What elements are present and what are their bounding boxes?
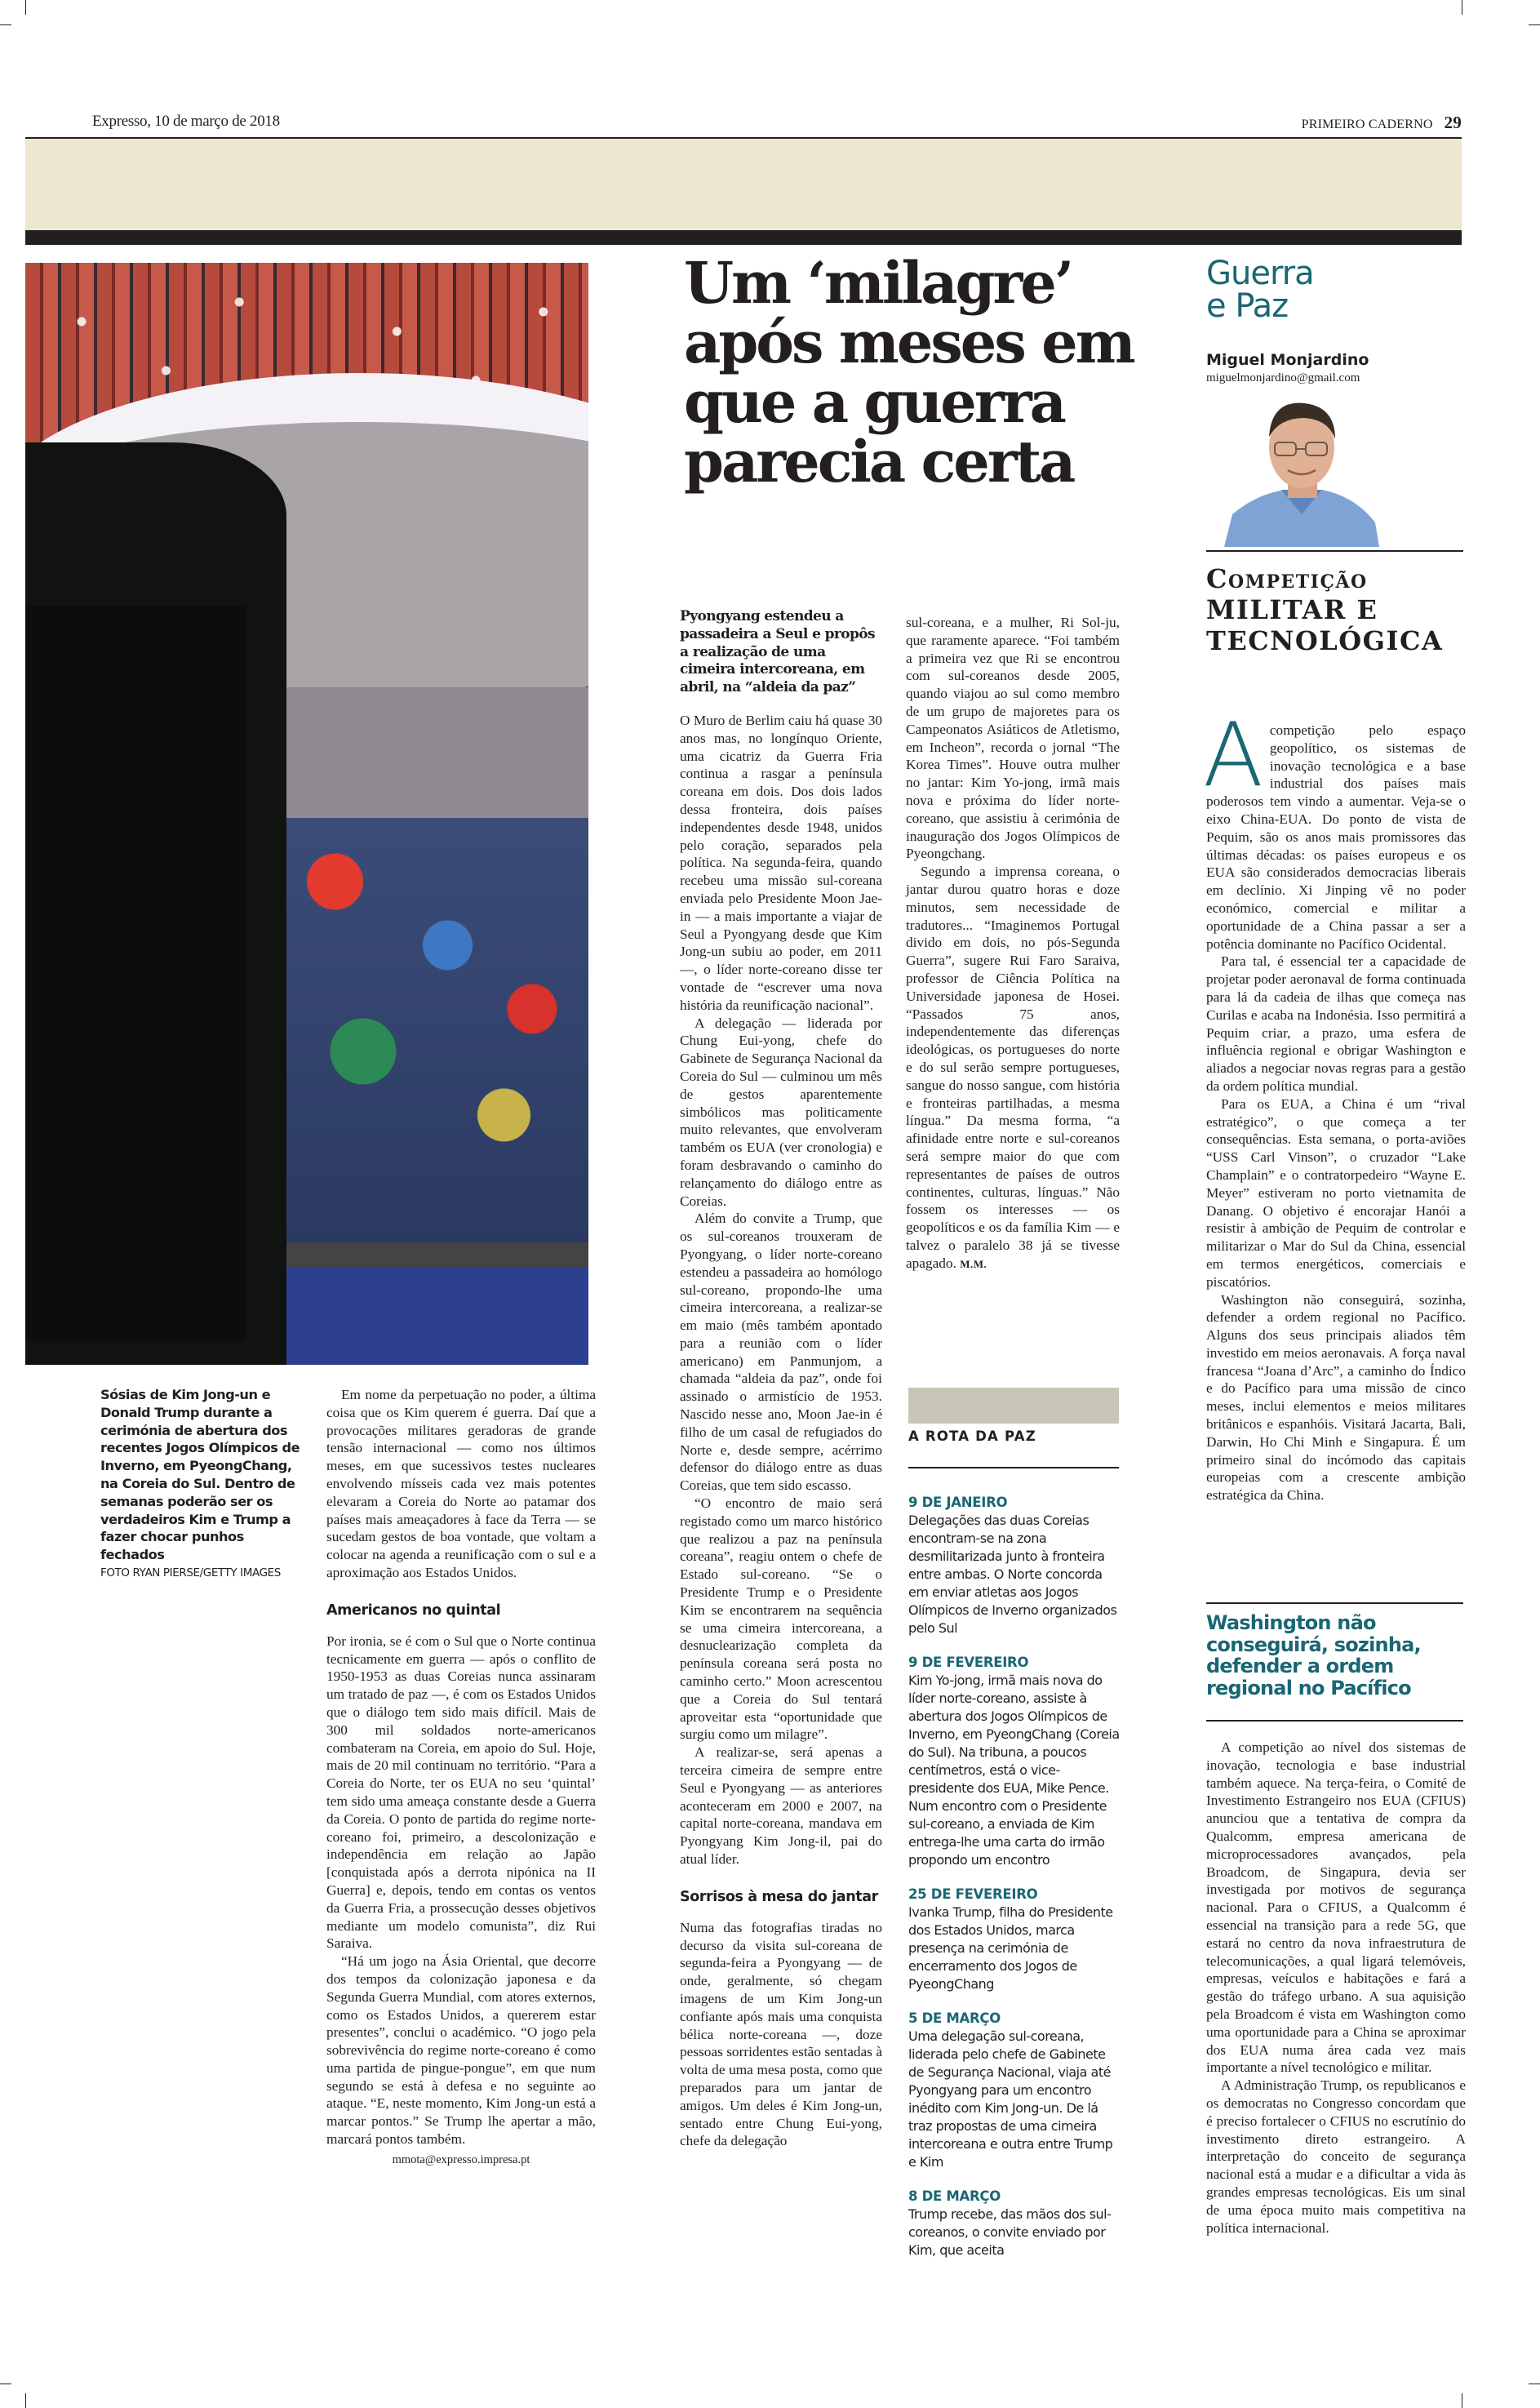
columnist-portrait-icon <box>1224 392 1379 547</box>
timeline-item <box>908 1654 1122 1869</box>
crop-mark <box>25 0 26 15</box>
paragraph <box>1203 704 1466 953</box>
column-section-title <box>1206 255 1314 325</box>
photo-silhouette-shadow <box>25 606 246 1340</box>
timeline-date: 8 DE MARÇO <box>908 2188 1001 2204</box>
section-title-line: e Paz <box>1206 287 1289 325</box>
timeline-header-box <box>908 1388 1119 1424</box>
column-body <box>1203 704 1466 1504</box>
paragraph: Para os EUA, a China é um “rival estratégico”, o que começa a ter consequências. Esta semana, o porta-aviões “USS Carl Vinson”, o cruzador “Lake Champlain” e o contratorpedeiro “Wayne E. Meyer” estiveram no porto vietnamita de Danang. O objetivo é encorajar Hanói a resistir à ambição de Pequim de controlar e militarizar o Mar do Sul da China, essencial em termos energéticos, comerciais e piscatórios. <box>1206 1095 1466 1290</box>
timeline-text: Trump recebe, das mãos dos sul-coreanos, o convite enviado por Kim, que aceita <box>908 2206 1112 2258</box>
article-column-a <box>680 712 882 2150</box>
column-title-text: TECNOLÓGICA <box>1206 625 1444 656</box>
column-body-continued <box>1206 1739 1466 2237</box>
subheading: Americanos no quintal <box>326 1602 501 1619</box>
columnist-rule <box>1206 550 1463 552</box>
timeline-text: Uma delegação sul-coreana, liderada pelo chefe de Gabinete de Segurança Nacional, viaja até Pyongyang para um encontro inédito com Kim Jong-un. De lá traz propostas de uma cimeira intercoreana e outra entre Trump e Kim <box>908 2028 1113 2170</box>
paragraph <box>906 863 1120 1273</box>
section-divider-band <box>25 230 1462 245</box>
photo-banner <box>246 1267 588 1365</box>
paragraph: “O encontro de maio será registado como um marco histórico que realizou a paz na península coreana”, reagiu ontem o chefe de Estado sul-coreano. “Se o Presidente Trump e o Presidente Kim se encontrarem na sequência se uma cimeira intercoreana, a desnuclearização completa da península coreana será posta no caminho certo.” Moon acrescentou que a Coreia do Sul tentará aproveitar esta “oportunidade que surgiu como um milagre”. <box>680 1495 882 1743</box>
pullquote: Washington não conseguirá, sozinha, defender a ordem regional no Pacífico <box>1206 1611 1421 1699</box>
column-title-line <box>1206 563 1476 594</box>
page-header <box>92 113 1462 139</box>
author-email: mmota@expresso.impresa.pt <box>392 2153 530 2166</box>
article-deck: Pyongyang estendeu a passadeira a Seul e propôs a realização de uma cimeira intercoreana, em abril, na “aldeia da paz” <box>680 608 875 696</box>
paragraph-text: Segundo a imprensa coreana, o jantar durou quatro horas e doze minutos, sem necessidade de tradutores... “Imaginemos Portugal divido em dois, no pós-Segunda Guerra”, sugere Rui Faro Saraiva, professor de Ciência Política na Universidade japonesa de Hosei. “Passados 75 anos, independentemente das diferenças ideológicas, os portugueses do norte e do sul serão sempre portugueses, sangue do nosso sangue, com história e fronteiras partilhadas, a mesma língua.” Da mesma forma, “a afinidade entre norte e sul-coreanos será sempre maior do que com representantes de países de outros continentes, culturas, línguas.” Não fossem os interesses — os geopolíticos e os da família Kim — e talvez o paralelo 38 já se tivesse apagado. <box>906 864 1120 1271</box>
paragraph: Por ironia, se é com o Sul que o Norte continua tecnicamente em guerra — após o conflito de 1950-1953 as duas Coreias nunca assinaram um tratado de paz —, é com os Estados Unidos que o diálogo tem sido mais difícil. Mais de 300 mil soldados norte-americanos combateram na Coreia, em apoio do Sul. Hoje, mais de 20 mil continuam no território. “Para a Coreia do Norte, ter os EUA no seu ‘quintal’ tem sido uma ameaça constante desde a Guerra da Coreia. O ponto de partida do regime norte-coreano foi, primeiro, a descolonização e independência em relação ao Japão [conquistada após a derrota nipónica na II Guerra] e, depois, tendo em contas os ventos da Guerra Fria, a prossecução desses objetivos mediante um modelo comunista”, diz Rui Saraiva. <box>326 1633 596 1952</box>
paragraph: “Há um jogo na Ásia Oriental, que decorre dos tempos da colonização japonesa e da Segunda Guerra Mundial, com atores externos, como os Estados Unidos, a quererem estar presentes”, conclui o académico. “O jogo pela sobrevivência do regime norte-coreano é como uma partida de pingue-pongue”, em que num segundo se está à defesa e no seguinte ao ataque. “E, neste momento, Kim Jong-un está a marcar pontos.” Se Trump lhe apertar a mão, marcará pontos também. <box>326 1953 596 2148</box>
pullquote-rule-bottom <box>1206 1720 1463 1722</box>
timeline-title: A ROTA DA PAZ <box>908 1428 1036 1444</box>
drop-cap: A <box>1203 704 1263 806</box>
timeline-date: 9 DE JANEIRO <box>908 1495 1008 1510</box>
timeline-rule <box>908 1467 1119 1468</box>
section-title-line: Guerra <box>1206 255 1314 292</box>
columnist-name: Miguel Monjardino <box>1206 351 1369 369</box>
timeline-item <box>908 2010 1122 2171</box>
photo-caption <box>100 1386 304 1583</box>
paragraph: Para tal, é essencial ter a capacidade de projetar poder aeronaval de forma continuada para lá da cadeia de ilhas que começa nas Curilas e acaba na Indonésia. Isso permitirá a Pequim criar, a prazo, uma esfera de influência regional e obrigar Washington e aliados a negociar novas regras para a gestão da ordem política mundial. <box>1206 953 1466 1094</box>
publication-date: Expresso, 10 de março de 2018 <box>92 113 280 130</box>
author-initials: M.M. <box>960 1257 987 1270</box>
paragraph: Numa das fotografias tiradas no decurso da visita sul-coreana de segunda-feira a Pyongyang — de onde, geralmente, só chegam imagens de um Kim Jong-un confiante após mais uma conquista bélica norte-coreana —, doze pessoas sorridentes estão sentadas à volta de uma mesa posta, como que preparados para um jantar de amigos. Um deles é Kim Jong-un, sentado entre Chung Eui-yong, chefe da delegação <box>680 1919 882 2149</box>
timeline-item <box>908 1494 1122 1637</box>
caption-text: Sósias de Kim Jong-un e Donald Trump durante a cerimónia de abertura dos recentes Jogos Olímpicos de Inverno, em PyeongChang, na Coreia do Sul. Dentro de semanas poderão ser os verdadeiros Kim e Trump a fazer chocar punhos fechados <box>100 1387 300 1563</box>
column-title-line <box>1206 625 1476 656</box>
crop-mark <box>25 2393 26 2408</box>
timeline-text: Kim Yo-jong, irmã mais nova do líder norte-coreano, assiste à abertura dos Jogos Olímpicos de Inverno, em PyeongChang (Coreia do Sul). Na tribuna, a poucos centímetros, está o vice-presidente dos EUA, Mike Pence. Num encontro com o Presidente sul-coreano, a enviada de Kim entrega-lhe uma carta do irmão propondo um encontro <box>908 1673 1120 1868</box>
column-title-text: MILITAR E <box>1206 594 1378 625</box>
paragraph: O Muro de Berlim caiu há quase 30 anos mas, no longínquo Oriente, uma cicatriz da Guerra Fria continua a rasgar a península coreana em dois. Dos dois lados dessa fronteira, dois países independentes desde 1948, unidos pelo coração, separados pela política. Na segunda-feira, quando recebeu uma missão sul-coreana enviada pelo Presidente Moon Jae-in — a mais importante a viajar de Seul a Pyongyang desde que Kim Jong-un subiu ao poder, em 2011 —, o líder norte-coreano disse ter vontade de “escrever uma nova história da reunificação nacional”. <box>680 713 882 1013</box>
paragraph: Washington não conseguirá, sozinha, defender a ordem regional no Pacífico. Alguns dos seus principais aliados têm investido em meios aeronavais. A força naval francesa “Joana d’Arc”, a caminho do Índico e do Pacífico para uma missão de cinco meses, inclui elementos e meios militares britânicos e espanhóis. Visitará Jacarta, Bali, Darwin, Ho Chi Minh e Singapura. É um primeiro sinal do incómodo das capitais europeias com a crescente ambição estratégica da China. <box>1206 1291 1466 1504</box>
page-number: 29 <box>1444 113 1462 132</box>
crop-mark <box>0 24 11 25</box>
timeline-date: 5 DE MARÇO <box>908 2010 1001 2026</box>
paragraph: Em nome da perpetuação no poder, a última coisa que os Kim querem é guerra. Daí que a provocações militares geradoras de grande tensão internacional — como nos últimos meses, em que sucessivos testes nucleares envolvendo mísseis cada vez mais potentes elevaram a Coreia do Norte ao patamar dos países mais ameaçadores à face da Terra — se sucedam gestos de boa vontade, que voltam a colocar na agenda a reunificação com o sul e a aproximação aos Estados Unidos. <box>326 1387 596 1580</box>
paragraph: A realizar-se, será apenas a terceira cimeira de sempre entre Seul e Pyongyang — as anteriores aconteceram em 2000 e 2007, na capital norte-coreana, mandava em Pyongyang Kim Jong-il, pai do atual líder. <box>680 1744 882 1867</box>
timeline-item <box>908 1886 1122 1993</box>
paragraph: A delegação — liderada por Chung Eui-yong, chefe do Gabinete de Segurança Nacional da Coreia do Sul — culminou um mês de gestos aparentemente simbólicos mas politicamente muito relevantes, que envolveram também os EUA (ver cronologia) e foram desbravando o caminho do relançamento do diálogo entre as Coreias. <box>680 1015 882 1209</box>
paragraph: sul-coreana, e a mulher, Ri Sol-ju, que raramente aparece. “Foi também a primeira vez que Ri se encontrou com sul-coreanos desde 2005, quando viajou ao sul como membro de um grupo de majoretes para os Campeonatos Asiáticos de Atletismo, em Incheon”, recorda o jornal “The Korea Times”. Houve outra mulher no jantar: Kim Yo-jong, irmã mais nova e próxima do líder norte-coreano, que assistiu à cerimónia de inauguração dos Jogos Olímpicos de Pyeongchang. <box>906 615 1120 862</box>
timeline-text: Ivanka Trump, filha do Presidente dos Estados Unidos, marca presença na cerimónia de encerramento dos Jogos de PyeongChang <box>908 1904 1113 1992</box>
ad-band <box>25 139 1462 230</box>
column-title-text: Competição <box>1206 563 1368 594</box>
timeline-date: 9 DE FEVEREIRO <box>908 1655 1029 1670</box>
article-column-b <box>906 614 1120 1273</box>
article-column-c <box>326 1386 596 2170</box>
paragraph: A Administração Trump, os republicanos e os democratas no Congresso concordam que é preciso fortalecer o CFIUS no escrutínio do investimento direto estrangeiro. A interpretação do conceito de segurança nacional está a mudar e a dificultar a vida às grandes empresas tecnológicas. Eis um sinal de uma época muito mais competitiva na política internacional. <box>1206 2077 1466 2236</box>
paragraph: Além do convite a Trump, que os sul-coreanos trouxeram de Pyongyang, o líder norte-coreano estendeu a passadeira ao homólogo sul-coreano, propondo-lhe uma cimeira intercoreana, a realizar-se em maio (mês também apontado para a reunião com o líder americano) em Panmunjom, a chamada “aldeia da paz”, onde foi assinado o armistício de 1953. Nascido nesse ano, Moon Jae-in é filho de um casal de refugiados do Norte e, desde sempre, acérrimo defensor do diálogo entre as duas Coreias, que tem sido escasso. <box>680 1211 882 1494</box>
section-name: PRIMEIRO CADERNO <box>1301 118 1433 131</box>
subheading: Sorrisos à mesa do jantar <box>680 1888 878 1905</box>
columnist-photo <box>1224 392 1379 547</box>
timeline-text: Delegações das duas Coreias encontram-se na zona desmilitarizada junto à fronteira entre ambas. O Norte concorda em enviar atletas aos Jogos Olímpicos de Inverno organizados pelo Sul <box>908 1513 1117 1636</box>
photo-credit: FOTO RYAN PIERSE/GETTY IMAGES <box>100 1566 281 1579</box>
column-title <box>1206 563 1476 656</box>
headline: Um ‘milagre’ após meses em que a guerra parecia certa <box>684 249 1134 495</box>
columnist-email: miguelmonjardino@gmail.com <box>1206 371 1360 384</box>
main-photo <box>25 263 588 1365</box>
crop-mark <box>1529 24 1540 25</box>
timeline-item <box>908 2188 1122 2259</box>
timeline-date: 25 DE FEVEREIRO <box>908 1886 1038 1902</box>
paragraph-text: competição pelo espaço geopolítico, os sistemas de inovação tecnológica e a base industrial dos países mais poderosos tem vindo a aumentar. Veja-se o eixo China-EUA. Do ponto de vista de Pequim, são os anos mais promissores das últimas décadas: os países europeus e os EUA são considerados democracias liberais em declínio. Xi Jinping vê no poder económico, comercial e militar a oportunidade de a China passar a ser a potência dominante no Pacífico Ocidental. <box>1206 722 1466 952</box>
column-title-line <box>1206 594 1476 625</box>
pullquote-rule-top <box>1206 1602 1463 1604</box>
timeline <box>908 1494 1122 2276</box>
paragraph: A competição ao nível dos sistemas de inovação, tecnologia e base industrial também aquece. Na terça-feira, o Comité de Investimento Estrangeiro nos EUA (CFIUS) anunciou que a tentativa de compra da Qualcomm, empresa americana de microprocessadores avançados, pela Broadcom, de Singapura, devia ser investigada por motivos de segurança nacional. Para o CFIUS, a Qualcomm é essencial na transição para a rede 5G, que estará no centro da nova infraestrutura de telecomunicações, a qual ligará telemóveis, empresas, veículos e habitações e fará a gestão do tráfego urbano. A sua aquisição pela Broadcom é vista em Washington como uma oportunidade para a China se aproximar dos EUA numa área cada vez mais importante a nível tecnológico e militar. <box>1206 1739 1466 2076</box>
section-label <box>1302 113 1462 133</box>
